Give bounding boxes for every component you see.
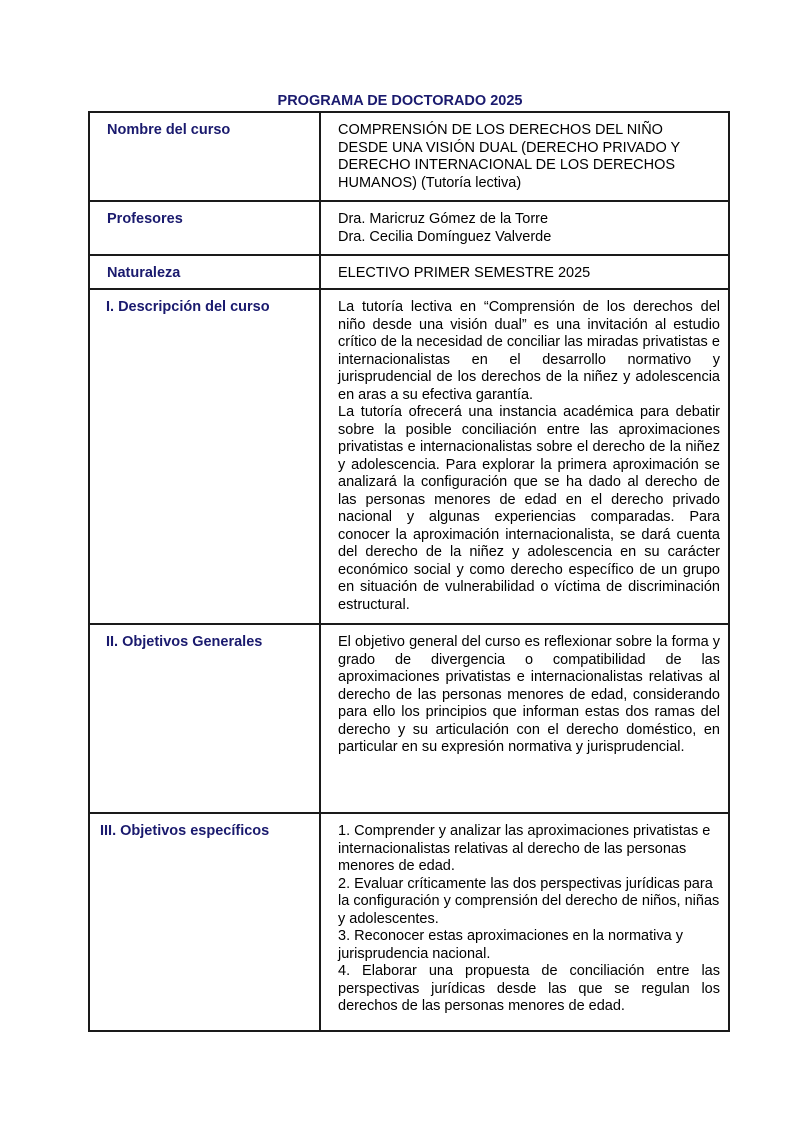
nature-text: ELECTIVO PRIMER SEMESTRE 2025: [338, 265, 591, 281]
professor-1: Dra. Maricruz Gómez de la Torre: [338, 211, 549, 227]
table-row-general-objectives: [89, 624, 729, 813]
course-program-table: [88, 111, 730, 1032]
general-objective-text: El objetivo general del curso es reflexionar sobre la forma y grado de divergencia o compatibilidad de las aproximaciones privatistas e internacionalistas relativas al derecho de las personas menores de edad, considerando para ello los principios que informan estas dos ramas del derecho y su articulación con el derecho doméstico, en particular en su expresión normativa y jurisprudencial.: [338, 634, 720, 755]
professor-2: Dra. Cecilia Domínguez Valverde: [338, 228, 552, 245]
description-paragraph-1: La tutoría lectiva en “Comprensión de los derechos del niño desde una visión dual” es una invitación al estudio crítico de la necesidad de conciliar las miradas privatistas e internacionalistas en el desarrollo normativo y jurisprudencial de los derechos de la niñez y adolescencia en aras a su efectiva garantía.: [338, 299, 720, 403]
table-row-course-name: [89, 112, 729, 201]
table-row-description: [89, 289, 729, 624]
row-label: I. Descripción del curso: [89, 289, 320, 624]
nature-value: [320, 255, 729, 289]
description-paragraph-2: La tutoría ofrecerá una instancia académica para debatir sobre la posible conciliación entre las aproximaciones privatistas e internacionalistas sobre el derecho de la niñez y adolescencia. Para explorar la primera aproximación se analizará la configuración que se ha dado al derecho de las personas menores de edad en el derecho privado nacional y algunas experiencias comparadas. Para conocer la aproximación internacionalista, se dará cuenta del derecho de la niñez y adolescencia en su carácter económico social y como derecho específico de un grupo en situación de vulnerabilidad o víctima de discriminación estructural.: [338, 404, 720, 613]
description-value: [320, 289, 729, 624]
table-row-nature: [89, 255, 729, 289]
row-label: Profesores: [89, 201, 320, 255]
row-label: Naturaleza: [89, 255, 320, 289]
specific-objective-1: 1. Comprender y analizar las aproximaciones privatistas e internacionalistas relativas al derecho de las personas menores de edad.: [338, 823, 711, 874]
table-row-professors: [89, 201, 729, 255]
specific-objectives-value: [320, 813, 729, 1031]
table-row-specific-objectives: [89, 813, 729, 1031]
general-objectives-value: [320, 624, 729, 813]
course-name-value: [320, 112, 729, 201]
specific-objective-3: 3. Reconocer estas aproximaciones en la normativa y jurisprudencia nacional.: [338, 928, 683, 962]
professors-value: [320, 201, 729, 255]
row-label: Nombre del curso: [89, 112, 320, 201]
page-title: PROGRAMA DE DOCTORADO 2025: [277, 93, 523, 109]
specific-objective-4: 4. Elaborar una propuesta de conciliación entre las perspectivas jurídicas desde las que se regulan los derechos de las personas menores de edad.: [338, 963, 720, 1014]
specific-objective-2: 2. Evaluar críticamente las dos perspectivas jurídicas para la configuración y comprensión del derecho de niños, niñas y adolescentes.: [338, 875, 720, 927]
course-name-text: COMPRENSIÓN DE LOS DERECHOS DEL NIÑO DESDE UNA VISIÓN DUAL (DERECHO PRIVADO Y DERECHO INTERNACIONAL DE LOS DERECHOS HUMANOS) (Tutoría lectiva): [338, 122, 680, 191]
row-label: III. Objetivos específicos: [89, 813, 320, 1031]
row-label: II. Objetivos Generales: [89, 624, 320, 813]
